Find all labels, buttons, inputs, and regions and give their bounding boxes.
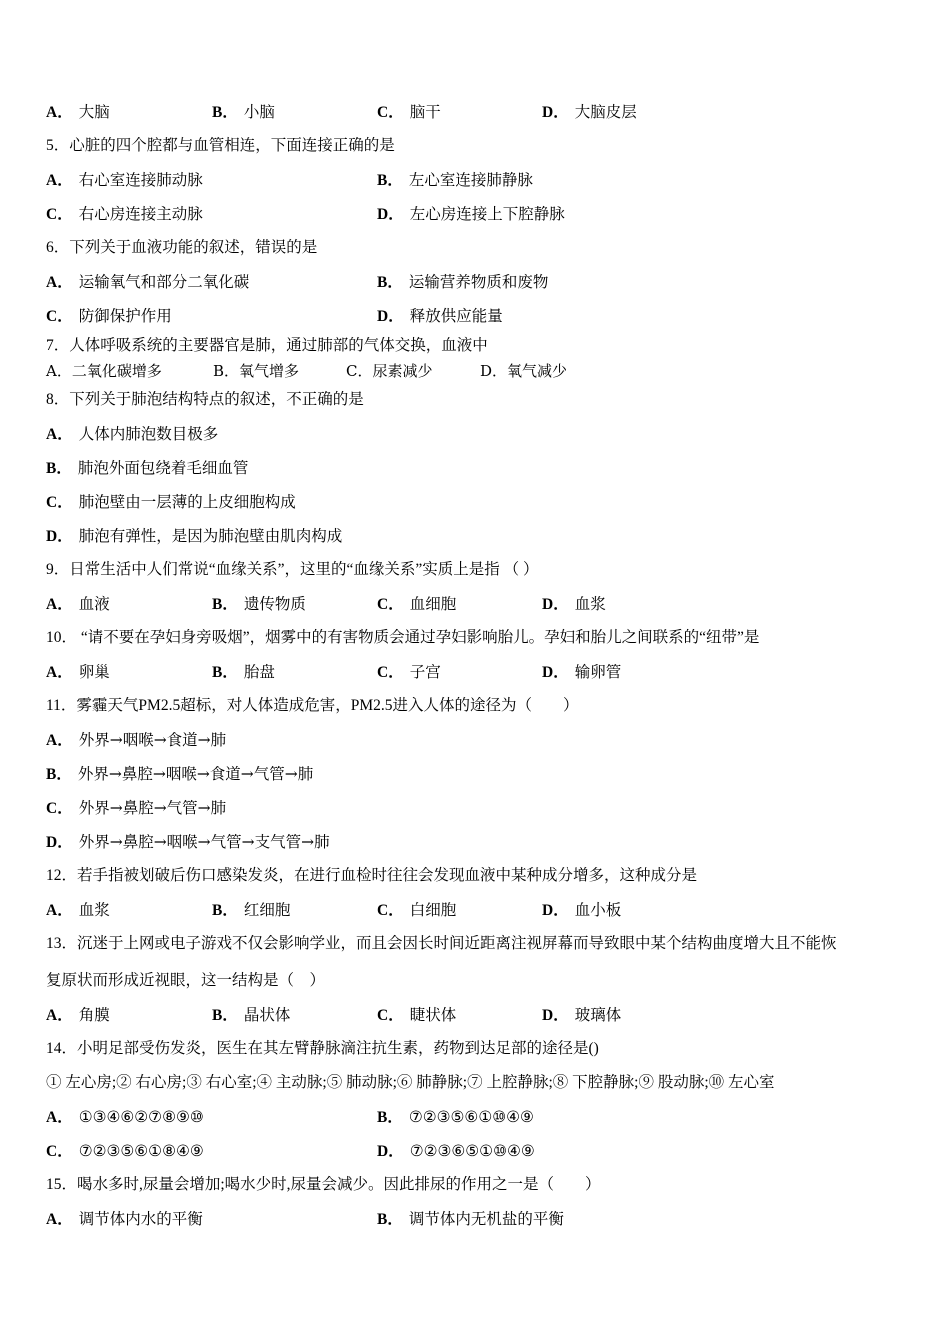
q10-stem: 10． “请不要在孕妇身旁吸烟”，烟雾中的有害物质会通过孕妇影响胎儿。孕妇和胎儿之间联系的“纽带”是 (46, 629, 760, 646)
q11-option-a: A． 外界→咽喉→食道→肺 (46, 731, 227, 749)
q12-option-c: C． 白细胞 (377, 901, 457, 919)
q9-stem: 9．日常生活中人们常说“血缘关系”，这里的“血缘关系”实质上是指 （ ） (46, 561, 539, 578)
q15-option-b: B． 调节体内无机盐的平衡 (377, 1210, 564, 1228)
q12-option-d: D． 血小板 (542, 901, 622, 919)
q10-option-b: B． 胎盘 (212, 663, 275, 681)
q13-option-b: B． 晶状体 (212, 1006, 291, 1024)
q11-stem: 11．雾霾天气PM2.5超标，对人体造成危害，PM2.5进入人体的途径为（ ） (46, 697, 579, 714)
q8-option-c: C． 肺泡壁由一层薄的上皮细胞构成 (46, 493, 296, 511)
q12-option-b: B． 红细胞 (212, 901, 291, 919)
q14-structure-list: ① 左心房;② 右心房;③ 右心室;④ 主动脉;⑤ 肺动脉;⑥ 肺静脉;⑦ 上腔静脉;⑧ 下腔静脉;⑨ 股动脉;⑩ 左心室 (46, 1074, 775, 1091)
q13-stem-line2: 复原状而形成近视眼，这一结构是（ ） (46, 972, 326, 989)
q12-option-a: A． 血浆 (46, 901, 110, 919)
q11-option-c: C． 外界→鼻腔→气管→肺 (46, 799, 227, 817)
q5-option-a: A． 右心室连接肺动脉 (46, 171, 203, 189)
q9-option-a: A． 血液 (46, 595, 110, 613)
q8-option-a: A． 人体内肺泡数目极多 (46, 425, 219, 443)
q9-option-b: B． 遗传物质 (212, 595, 306, 613)
q11-option-b: B． 外界→鼻腔→咽喉→食道→气管→肺 (46, 765, 314, 783)
q14-option-d: D． ⑦②③⑥⑤①⑩④⑨ (377, 1142, 535, 1160)
q8-option-b: B． 肺泡外面包绕着毛细血管 (46, 459, 249, 477)
q7-option-b: B．氧气增多 (213, 362, 300, 380)
q9-option-c: C． 血细胞 (377, 595, 457, 613)
q13-stem-line1: 13．沉迷于上网或电子游戏不仅会影响学业，而且会因长时间近距离注视屏幕而导致眼中某个结构曲度增大且不能恢 (46, 935, 837, 952)
q9-option-d: D． 血浆 (542, 595, 606, 613)
q8-option-d: D． 肺泡有弹性，是因为肺泡壁由肌肉构成 (46, 527, 343, 545)
q5-option-c: C． 右心房连接主动脉 (46, 205, 203, 223)
q5-option-d: D． 左心房连接上下腔静脉 (377, 205, 565, 223)
q6-stem: 6．下列关于血液功能的叙述，错误的是 (46, 239, 318, 256)
q13-option-d: D． 玻璃体 (542, 1006, 622, 1024)
q15-stem: 15．喝水多时,尿量会增加;喝水少时,尿量会减少。因此排尿的作用之一是（ ） (46, 1176, 601, 1193)
q6-option-b: B． 运输营养物质和废物 (377, 273, 549, 291)
q5-stem: 5．心脏的四个腔都与血管相连，下面连接正确的是 (46, 137, 395, 154)
q10-option-d: D． 输卵管 (542, 663, 622, 681)
q4-option-c: C． 脑干 (377, 103, 441, 121)
q14-option-b: B． ⑦②③⑤⑥①⑩④⑨ (377, 1108, 534, 1126)
q11-option-d: D． 外界→鼻腔→咽喉→气管→支气管→肺 (46, 833, 330, 851)
q13-option-a: A． 角膜 (46, 1006, 110, 1024)
q4-option-d: D． 大脑皮层 (542, 103, 637, 121)
q6-option-d: D． 释放供应能量 (377, 307, 503, 325)
q7-option-a: A．二氧化碳增多 (46, 362, 162, 380)
q14-stem: 14．小明足部受伤发炎，医生在其左臂静脉滴注抗生素，药物到达足部的途径是() (46, 1040, 599, 1057)
q10-option-c: C． 子宫 (377, 663, 441, 681)
q8-stem: 8．下列关于肺泡结构特点的叙述，不正确的是 (46, 391, 364, 408)
q6-option-c: C． 防御保护作用 (46, 307, 172, 325)
q5-option-b: B． 左心室连接肺静脉 (377, 171, 533, 189)
q4-option-b: B． 小脑 (212, 103, 275, 121)
q7-option-d: D．氧气减少 (480, 362, 568, 380)
q15-option-a: A． 调节体内水的平衡 (46, 1210, 203, 1228)
q13-option-c: C． 睫状体 (377, 1006, 457, 1024)
q6-option-a: A． 运输氧气和部分二氧化碳 (46, 273, 250, 291)
q14-option-a: A． ①③④⑥②⑦⑧⑨⑩ (46, 1108, 204, 1126)
q7-option-c: C．尿素减少 (346, 362, 433, 380)
q12-stem: 12．若手指被划破后伤口感染发炎，在进行血检时往往会发现血液中某种成分增多，这种成分是 (46, 867, 698, 884)
q7-stem: 7．人体呼吸系统的主要器官是肺，通过肺部的气体交换，血液中 (46, 337, 488, 354)
q4-option-a: A． 大脑 (46, 103, 110, 121)
q14-option-c: C． ⑦②③⑤⑥①⑧④⑨ (46, 1142, 204, 1160)
q10-option-a: A． 卵巢 (46, 663, 110, 681)
